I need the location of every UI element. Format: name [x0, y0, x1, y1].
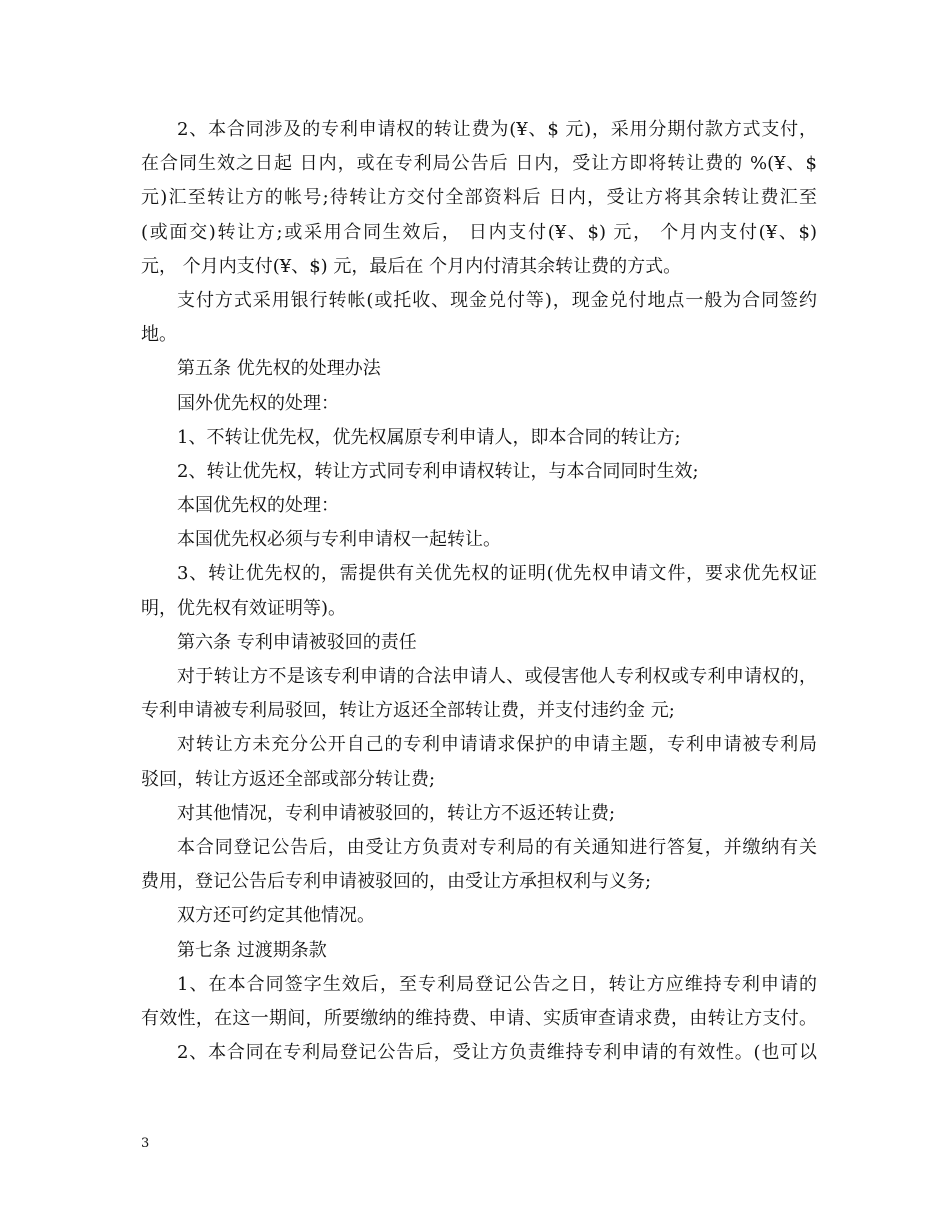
page-number: 3 [141, 1136, 150, 1151]
text-line: 费用，登记公告后专利申请被驳回的，由受让方承担权利与义务; [141, 871, 652, 893]
text-line: 驳回，转让方返还全部或部分转让费; [141, 768, 436, 790]
text-line: 第六条 专利申请被驳回的责任 [177, 631, 417, 653]
text-line: 元， 个月内支付(¥、$) 元，最后在 个月内付清其余转让费的方式。 [141, 255, 682, 277]
text-line: 对其他情况，专利申请被驳回的，转让方不返还转让费; [177, 802, 616, 824]
text-line: 3、转让优先权的，需提供有关优先权的证明(优先权申请文件，要求优先权证 [177, 563, 817, 585]
text-line: 双方还可约定其他情况。 [177, 905, 375, 927]
text-line: 2、本合同在专利局登记公告后，受让方负责维持专利申请的有效性。(也可以 [177, 1042, 817, 1064]
text-line: 1、在本合同签字生效后，至专利局登记公告之日，转让方应维持专利申请的 [177, 973, 817, 995]
text-line: 对于转让方不是该专利申请的合法申请人、或侵害他人专利权或专利申请权的， [177, 666, 817, 687]
text-line: 在合同生效之日起 日内，或在专利局公告后 日内，受让方即将转让费的 %(¥、$ [141, 153, 817, 175]
text-line: 支付方式采用银行转帐(或托收、现金兑付等)，现金兑付地点一般为合同签约 [177, 289, 817, 311]
text-line: 有效性，在这一期间，所要缴纳的维持费、申请、实质审查请求费，由转让方支付。 [141, 1007, 817, 1029]
text-line: 本国优先权必须与专利申请权一起转让。 [177, 529, 501, 551]
document-body [141, 113, 817, 1070]
text-line: 2、本合同涉及的专利申请权的转让费为(¥、$ 元)，采用分期付款方式支付， [177, 119, 817, 140]
text-line: 第五条 优先权的处理办法 [177, 358, 381, 380]
text-line: 元)汇至转让方的帐号;待转让方交付全部资料后 日内，受让方将其余转让费汇至 [141, 187, 817, 209]
text-line: 第七条 过渡期条款 [177, 939, 327, 961]
text-line: (或面交)转让方;或采用合同生效后， 日内支付(¥、$) 元， 个月内支付(¥、$) [141, 221, 817, 243]
text-line: 本国优先权的处理： [177, 495, 339, 517]
text-line: 国外优先权的处理： [177, 392, 339, 414]
text-line: 地。 [141, 324, 177, 346]
text-line: 专利申请被专利局驳回，转让方返还全部转让费，并支付违约金 元; [141, 700, 675, 722]
text-line: 1、不转让优先权，优先权属原专利申请人，即本合同的转让方; [177, 426, 681, 448]
text-line: 2、转让优先权，转让方式同专利申请权转让，与本合同同时生效; [177, 460, 699, 482]
text-line: 明，优先权有效证明等)。 [141, 597, 347, 619]
text-line: 对转让方未充分公开自己的专利申请请求保护的申请主题，专利申请被专利局 [177, 734, 817, 756]
text-line: 本合同登记公告后，由受让方负责对专利局的有关通知进行答复，并缴纳有关 [177, 836, 817, 858]
